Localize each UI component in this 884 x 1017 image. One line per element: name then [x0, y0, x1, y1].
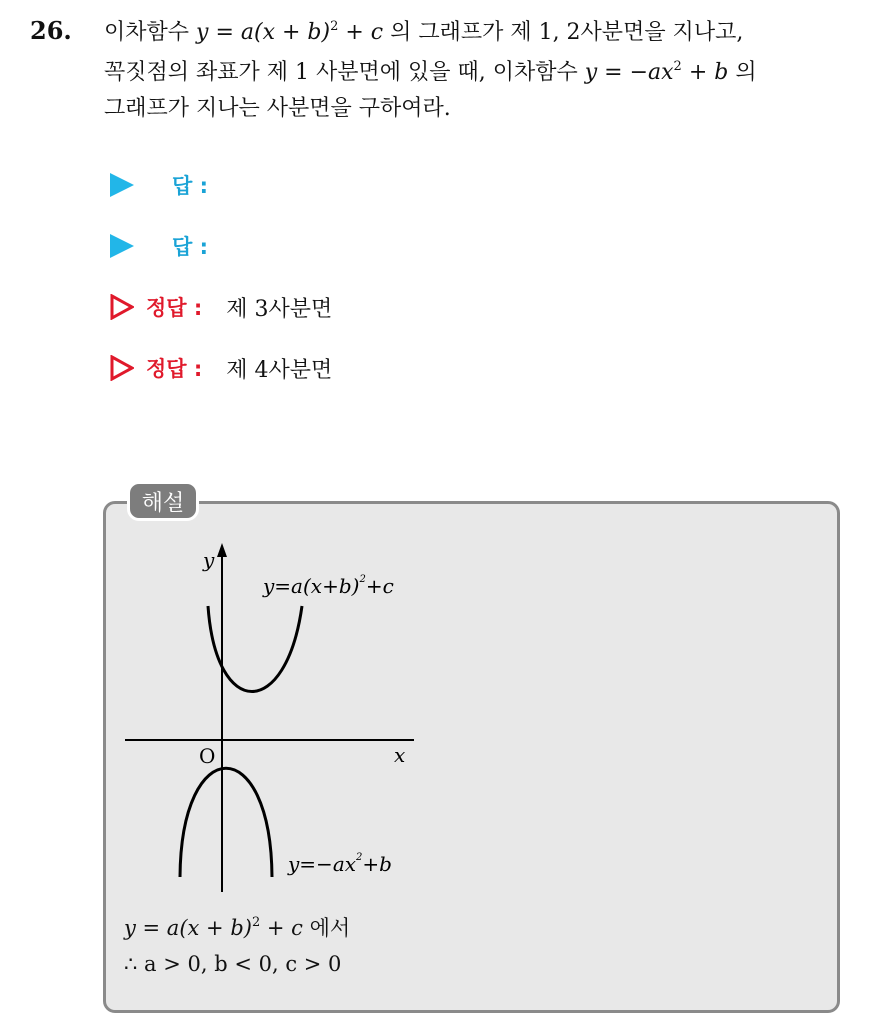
parabola-down [180, 768, 272, 877]
question-text: 이차함수 [104, 20, 197, 45]
parabola-graph [120, 535, 430, 900]
play-triangle-icon [110, 173, 134, 197]
answer-label: 답 : [172, 174, 208, 198]
correct-answer-value: 제 4사분면 [226, 357, 333, 383]
math-exponent: 2 [330, 19, 339, 34]
curve1-label: $y=a(x+b)^2+c$ [263, 574, 394, 598]
math-exponent: 2 [673, 59, 682, 74]
question-text: 의 [728, 60, 757, 85]
origin-label: O [199, 744, 216, 768]
question-line-1 [104, 18, 743, 48]
y-axis-arrow-icon [217, 543, 227, 557]
curve2-label: $y=-ax^2+b$ [288, 852, 392, 876]
question-text: 의 그래프가 제 1, 2사분면을 지나고, [383, 20, 744, 45]
answer-field-1[interactable] [110, 168, 208, 202]
play-triangle-icon [110, 234, 134, 258]
solution-line-2: ∴ a > 0, b < 0, c > 0 [124, 952, 342, 976]
question-line-2 [104, 58, 757, 88]
solution-line-1 [124, 912, 350, 942]
correct-answer-value: 제 3사분면 [226, 296, 333, 322]
math-exponent: 2 [251, 915, 261, 930]
math-formula: + b [681, 60, 729, 85]
math-formula: y = a(x + b) [124, 916, 252, 940]
solution-tab: 해설 [127, 481, 199, 521]
outline-triangle-icon [110, 294, 134, 320]
math-formula: y = a(x + b) [196, 20, 331, 45]
answer-field-2[interactable] [110, 229, 208, 263]
question-line-3: 그래프가 지나는 사분면을 구하여라. [104, 96, 451, 121]
solution-text: 에서 [302, 916, 351, 940]
outline-triangle-icon [110, 355, 134, 381]
correct-answer-label: 정답 : [146, 357, 203, 381]
correct-answer-label: 정답 : [146, 296, 203, 320]
correct-answer-1 [110, 290, 332, 324]
question-text: 꼭짓점의 좌표가 제 1 사분면에 있을 때, 이차함수 [104, 60, 585, 85]
question-number: 26. [30, 16, 72, 45]
math-formula: + c [338, 20, 384, 45]
correct-answer-2 [110, 351, 332, 385]
answer-label: 답 : [172, 235, 208, 259]
y-axis-label: y [203, 548, 215, 572]
x-axis-label: x [394, 743, 406, 767]
math-formula: y = −ax [584, 60, 674, 85]
math-formula: + c [260, 916, 303, 940]
